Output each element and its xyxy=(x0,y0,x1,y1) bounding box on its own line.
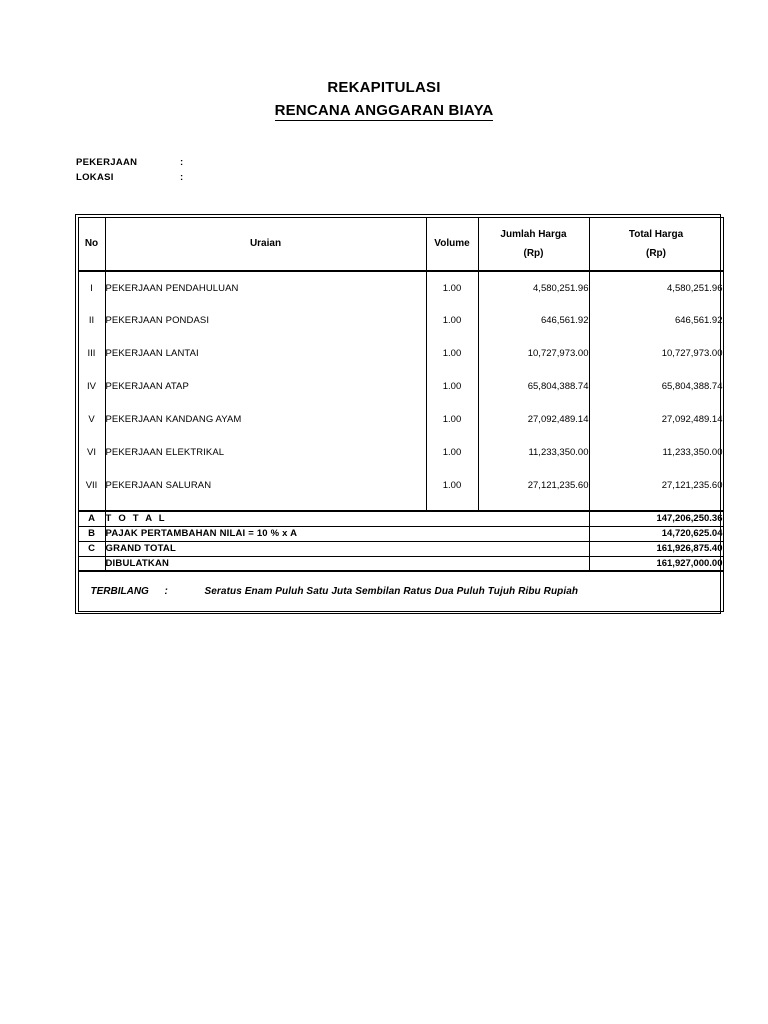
row-total: 27,092,489.14 xyxy=(589,403,723,436)
row-volume: 1.00 xyxy=(426,469,478,502)
row-uraian: PEKERJAAN KANDANG AYAM xyxy=(105,403,426,436)
summary-letter: B xyxy=(78,526,105,541)
terbilang-row xyxy=(78,571,723,611)
rab-table-container xyxy=(75,214,721,614)
field-lokasi xyxy=(76,170,192,185)
table-row xyxy=(78,337,723,370)
table-row xyxy=(78,469,723,502)
terbilang-label: TERBILANG xyxy=(90,585,149,597)
row-total: 65,804,388.74 xyxy=(589,370,723,403)
summary-letter xyxy=(78,556,105,571)
row-volume: 1.00 xyxy=(426,370,478,403)
summary-value: 147,206,250.36 xyxy=(589,511,723,526)
column-header-jumlah-harga-line1: Jumlah Harga xyxy=(500,228,567,240)
row-no: I xyxy=(78,271,105,304)
row-jumlah: 10,727,973.00 xyxy=(478,337,589,370)
column-header-total-harga-line2: (Rp) xyxy=(646,247,666,259)
row-jumlah: 27,092,489.14 xyxy=(478,403,589,436)
row-no: III xyxy=(78,337,105,370)
row-volume: 1.00 xyxy=(426,436,478,469)
row-jumlah: 27,121,235.60 xyxy=(478,469,589,502)
row-total: 646,561.92 xyxy=(589,304,723,337)
field-lokasi-label: LOKASI xyxy=(76,172,114,183)
summary-row-dibulatkan xyxy=(78,556,723,571)
row-volume: 1.00 xyxy=(426,403,478,436)
summary-label: GRAND TOTAL xyxy=(105,541,589,556)
table-spacer-row xyxy=(78,502,723,511)
row-no: V xyxy=(78,403,105,436)
spacer-cell-uraian xyxy=(105,502,426,511)
row-uraian: PEKERJAAN ELEKTRIKAL xyxy=(105,436,426,469)
terbilang-cell xyxy=(78,571,723,611)
spacer-cell-no xyxy=(78,502,105,511)
summary-value: 14,720,625.04 xyxy=(589,526,723,541)
summary-row-ppn xyxy=(78,526,723,541)
row-total: 11,233,350.00 xyxy=(589,436,723,469)
row-total: 10,727,973.00 xyxy=(589,337,723,370)
summary-letter: A xyxy=(78,511,105,526)
row-uraian: PEKERJAAN PENDAHULUAN xyxy=(105,271,426,304)
summary-value: 161,926,875.40 xyxy=(589,541,723,556)
header-fields xyxy=(76,155,192,185)
row-uraian: PEKERJAAN LANTAI xyxy=(105,337,426,370)
column-header-jumlah-harga-line2: (Rp) xyxy=(523,247,544,259)
spacer-cell-jumlah xyxy=(478,502,589,511)
summary-label: PAJAK PERTAMBAHAN NILAI = 10 % x A xyxy=(105,526,589,541)
column-header-jumlah-harga xyxy=(478,217,589,271)
row-no: VII xyxy=(78,469,105,502)
summary-row-grand-total xyxy=(78,541,723,556)
column-header-total-harga xyxy=(589,217,723,271)
table-row xyxy=(78,271,723,304)
row-no: VI xyxy=(78,436,105,469)
summary-letter: C xyxy=(78,541,105,556)
table-header-row xyxy=(78,217,723,271)
summary-row-total xyxy=(78,511,723,526)
page-title: REKAPITULASI xyxy=(327,79,441,96)
summary-label: DIBULATKAN xyxy=(105,556,589,571)
row-volume: 1.00 xyxy=(426,271,478,304)
field-pekerjaan-colon: : xyxy=(180,157,184,168)
row-uraian: PEKERJAAN ATAP xyxy=(105,370,426,403)
table-row xyxy=(78,370,723,403)
terbilang-text: Seratus Enam Puluh Satu Juta Sembilan Ratus Dua Puluh Tujuh Ribu Rupiah xyxy=(204,585,579,597)
row-jumlah: 11,233,350.00 xyxy=(478,436,589,469)
summary-value: 161,927,000.00 xyxy=(589,556,723,571)
row-jumlah: 4,580,251.96 xyxy=(478,271,589,304)
table-row xyxy=(78,403,723,436)
row-jumlah: 65,804,388.74 xyxy=(478,370,589,403)
row-uraian: PEKERJAAN PONDASI xyxy=(105,304,426,337)
row-volume: 1.00 xyxy=(426,304,478,337)
row-jumlah: 646,561.92 xyxy=(478,304,589,337)
document-title-block xyxy=(0,78,768,121)
row-uraian: PEKERJAAN SALURAN xyxy=(105,469,426,502)
column-header-volume: Volume xyxy=(426,217,478,271)
column-header-no: No xyxy=(78,217,105,271)
page-subtitle-text: RENCANA ANGGARAN BIAYA xyxy=(274,102,494,119)
column-header-total-harga-line1: Total Harga xyxy=(628,228,684,240)
rab-table xyxy=(78,217,724,612)
spacer-cell-volume xyxy=(426,502,478,511)
table-body xyxy=(78,271,723,611)
column-header-uraian: Uraian xyxy=(105,217,426,271)
row-no: IV xyxy=(78,370,105,403)
table-row xyxy=(78,304,723,337)
spacer-cell-total xyxy=(589,502,723,511)
table-row xyxy=(78,436,723,469)
field-lokasi-colon: : xyxy=(180,172,184,183)
terbilang-colon: : xyxy=(164,585,168,597)
row-total: 4,580,251.96 xyxy=(589,271,723,304)
field-pekerjaan xyxy=(76,155,192,170)
page-subtitle xyxy=(0,101,768,121)
row-no: II xyxy=(78,304,105,337)
field-pekerjaan-label: PEKERJAAN xyxy=(76,157,138,168)
row-total: 27,121,235.60 xyxy=(589,469,723,502)
summary-label: T O T A L xyxy=(105,511,589,526)
row-volume: 1.00 xyxy=(426,337,478,370)
